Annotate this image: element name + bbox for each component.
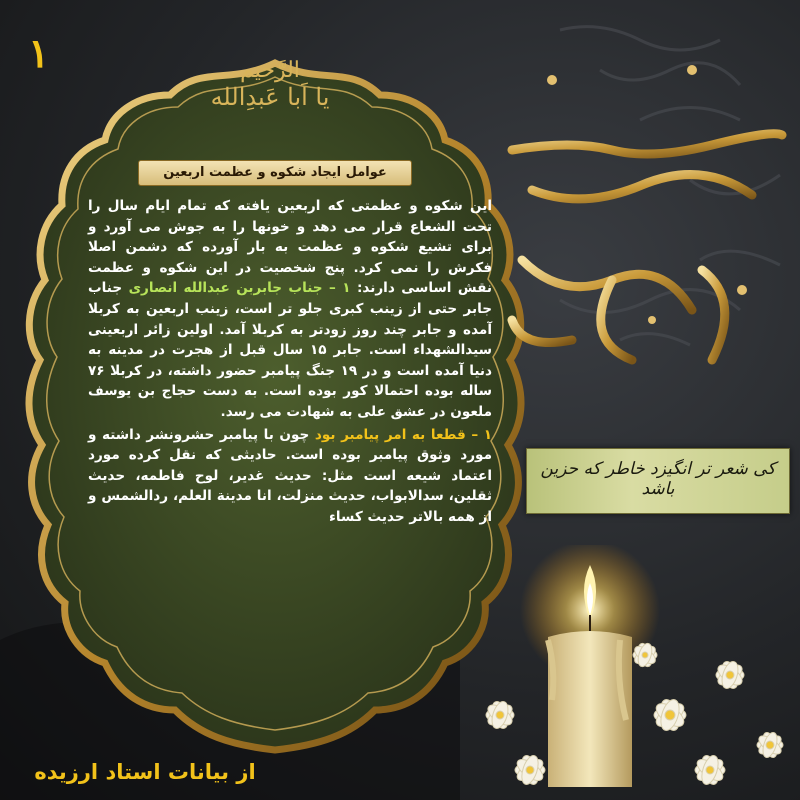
- item1-heading: ۱ – جناب جابربن عبدالله انصاری: [128, 280, 351, 297]
- intro-text: این شکوه و عظمتی که اربعین یافته که تمام ایام سال را تحت الشعاع قرار می دهد و خونها را به جوش می آورد و برای تشیع شکوه و عظمت به بار آورده که دشمن اصلا فکرش را نمی کرد. پنج شخصیت در این شکوه و عظمت نقش اساسی دارند:: [88, 198, 492, 297]
- basmala-line-2: یا اَبا عَبدِالله: [210, 83, 330, 111]
- candle-flowers-image: [470, 545, 800, 800]
- article-item-2: [88, 425, 492, 528]
- basmala-calligraphy: [170, 60, 370, 140]
- page-number: ۱: [28, 30, 50, 77]
- poem-text: کی شعر تر انگیزد خاطر که حزین باشد: [540, 459, 776, 499]
- item2-text: چون با پیامبر حشرونشر داشته و مورد وثوق پیامبر بوده است. حادیثی که نقل کرده مورد اعتماد شیعه است مثل: حدیث غدیر، لوح فاطمه، حدیث ثقلین، سدالابواب، حدیث منزلت، انا مدینة العلم، ردالشمس و از همه بالاتر حدیث کساء: [88, 426, 492, 525]
- section-title: عوامل ایجاد شکوه و عظمت اربعین: [138, 160, 412, 186]
- article-intro: [88, 196, 492, 423]
- poem-box: [526, 448, 790, 514]
- calligraphy-title: [492, 40, 792, 370]
- item1-text: جناب جابر حتی از زینب کبری جلو تر است، زینب اربعین به کربلا آمده و جابر چند روز زودتر به کربلا آمد. اولین زائر اربعینی سیدالشهداء است. جابر ۱۵ سال قبل از هجرت در مدینه به دنیا آمده است و در ۱۹ جنگ پیامبر حضور داشته، در کربلا ۷۶ ساله بوده احتمالا کور بوده است. به دست حجاج بن یوسف ملعون در عشق علی به شهادت می رسد.: [88, 280, 493, 420]
- article-body: [88, 196, 492, 656]
- basmala-line-1: الرَّحیم: [240, 58, 300, 83]
- item2-heading: ۱ – قطعا به امر پیامبر بود: [314, 426, 493, 443]
- footer-source: از بیانات استاد ارزیده: [34, 760, 256, 784]
